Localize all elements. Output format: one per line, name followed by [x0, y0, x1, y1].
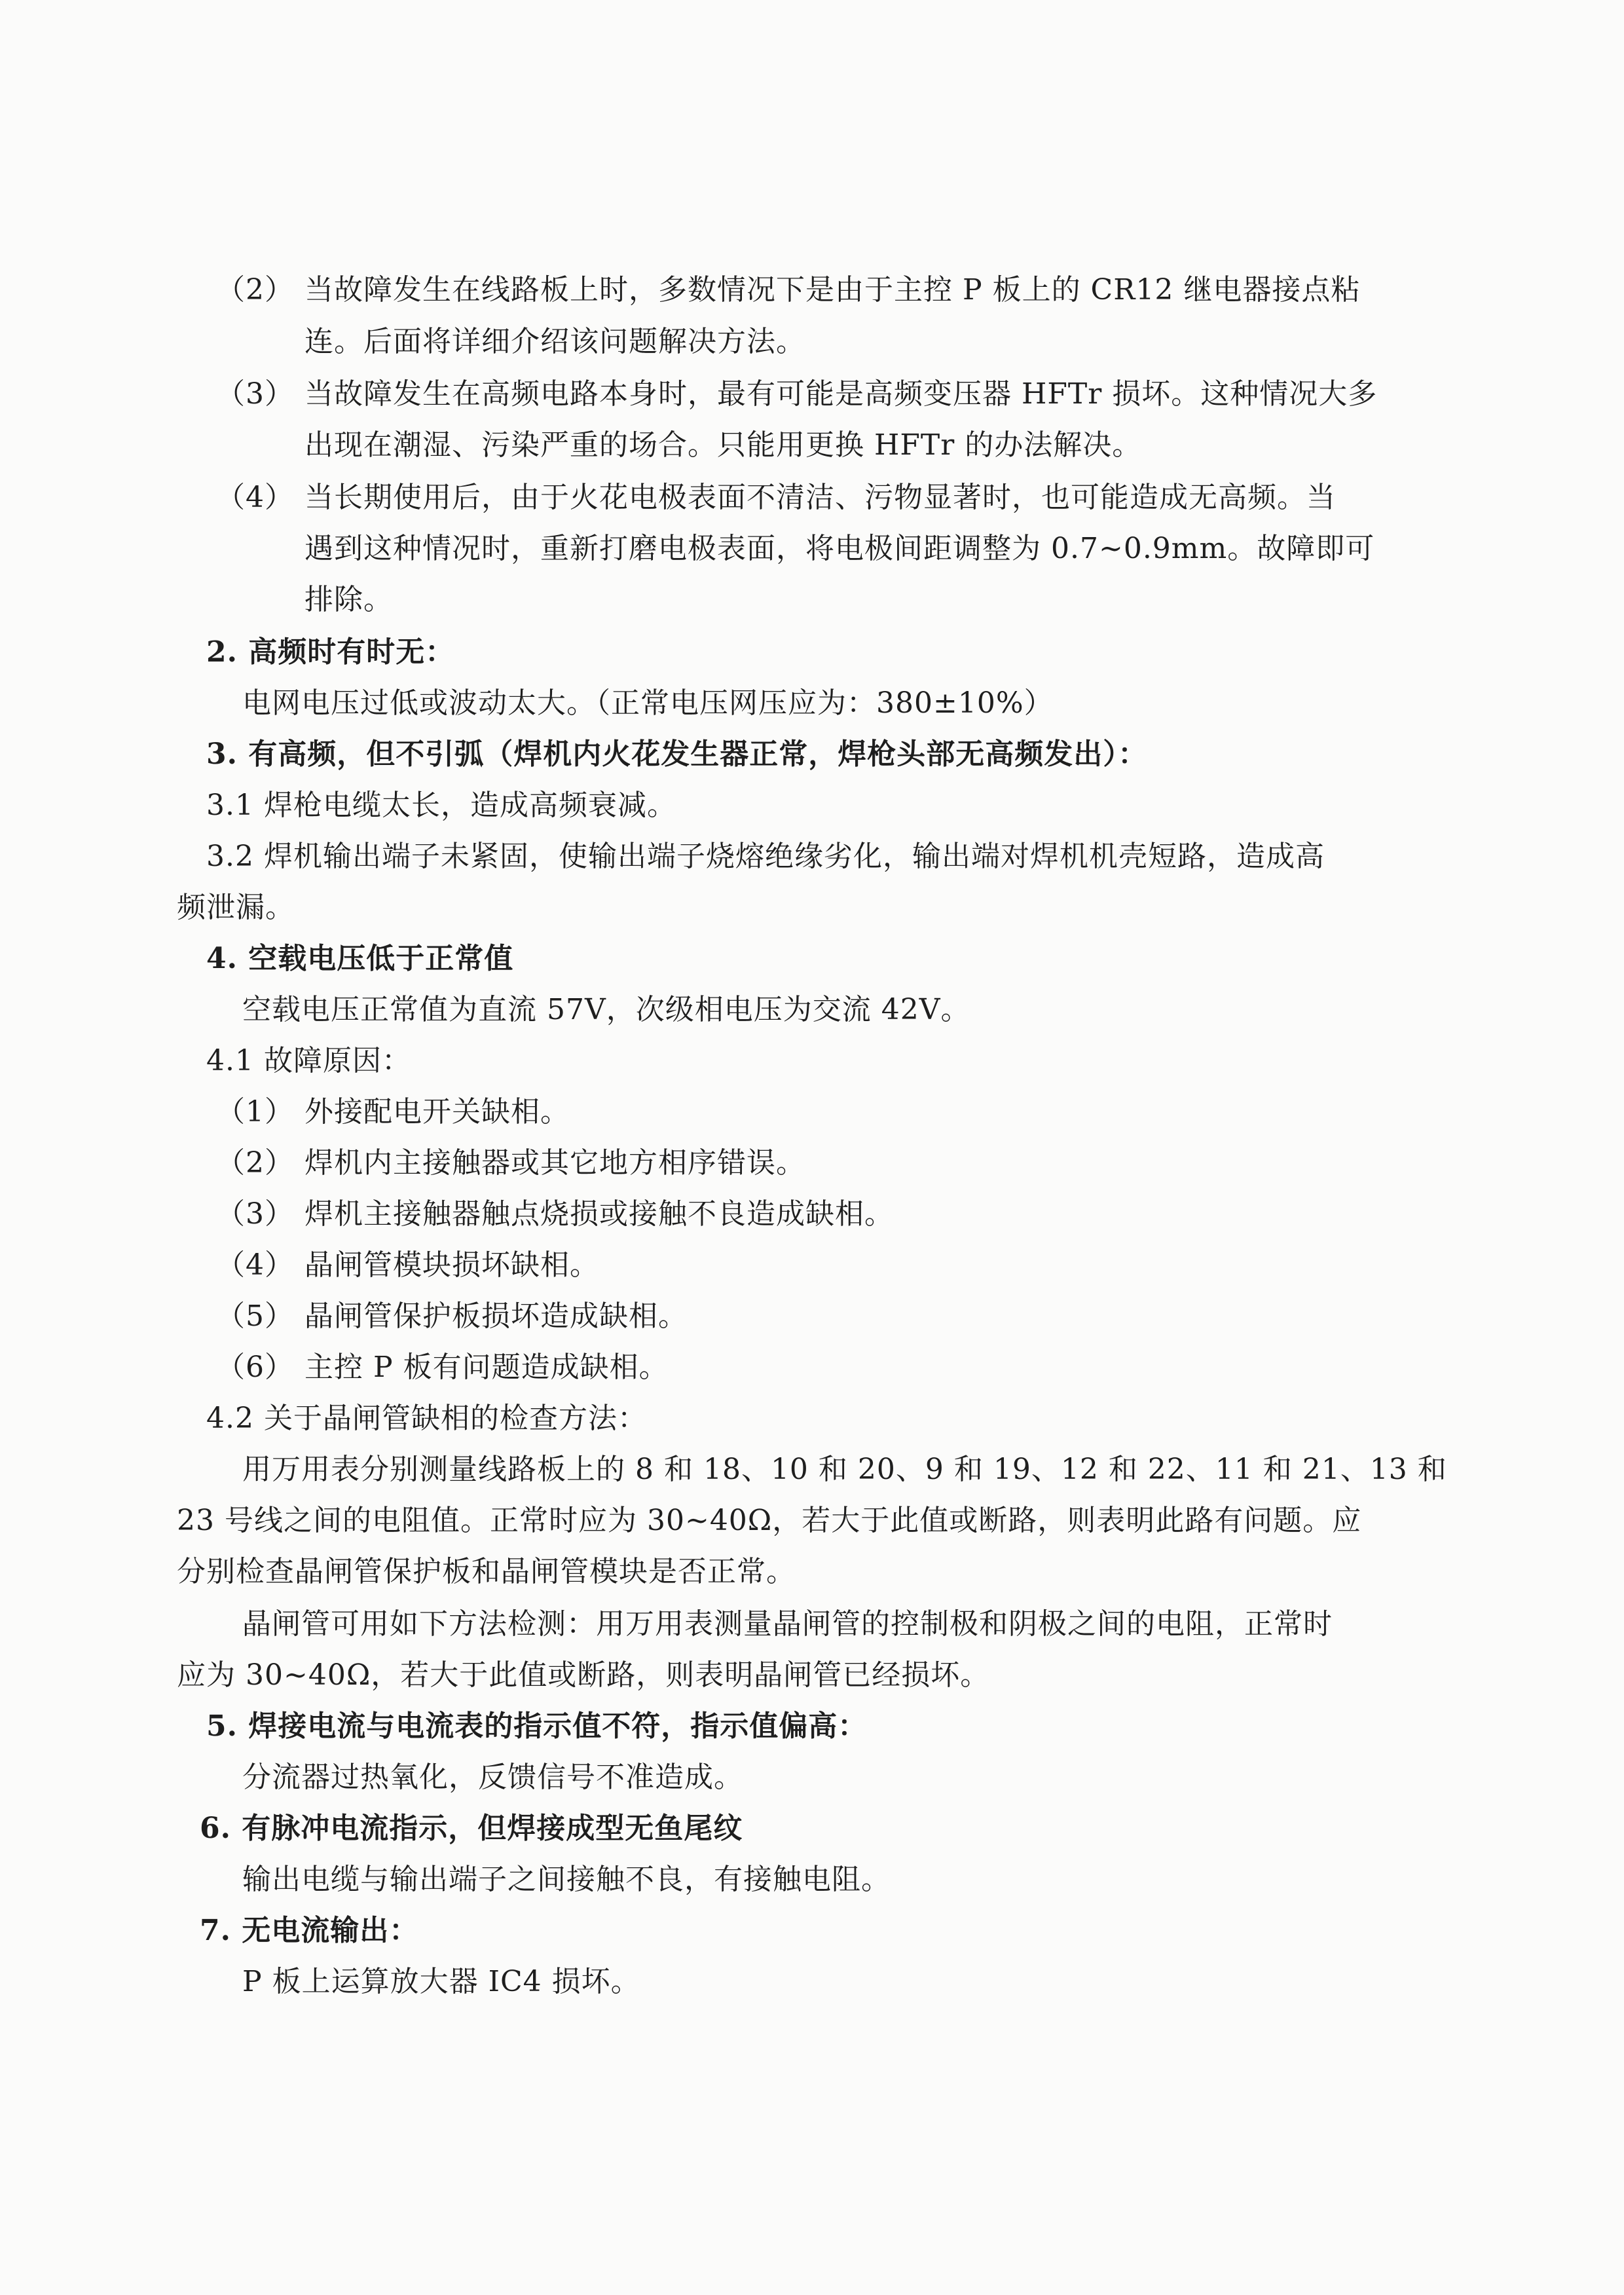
section-2-heading: 2. 高频时有时无： [206, 635, 455, 669]
paragraph-1-line1: 用万用表分别测量线路板上的 8 和 18、10 和 20、9 和 19、12 和 22、11 和 21、13 和 [242, 1453, 1447, 1486]
list-item-4-line1: （4） 当长期使用后，由于火花电极表面不清洁、污物显著时，也可能造成无高频。当 [216, 479, 1336, 516]
section-4-text: 空载电压正常值为直流 57V，次级相电压为交流 42V。 [242, 993, 970, 1026]
section-6-heading: 6. 有脉冲电流指示，但焊接成型无鱼尾纹 [200, 1812, 743, 1845]
cause-item: （5） 晶闸管保护板损坏造成缺相。 [216, 1298, 688, 1335]
section-3-heading: 3. 有高频，但不引弧（焊机内火花发生器正常，焊枪头部无高频发出）： [206, 737, 1148, 771]
cause-item: （2） 焊机内主接触器或其它地方相序错误。 [216, 1145, 805, 1182]
section-7-text: P 板上运算放大器 IC4 损坏。 [242, 1965, 640, 1998]
section-3-2-line1: 3.2 焊机输出端子未紧固，使输出端子烧熔绝缘劣化，输出端对焊机机壳短路，造成高 [206, 840, 1325, 873]
list-marker: （6） [216, 1351, 294, 1384]
list-marker: （2） [216, 273, 294, 307]
paragraph-1-line3: 分别检查晶闸管保护板和晶闸管模块是否正常。 [177, 1555, 796, 1588]
list-marker: （3） [216, 377, 294, 411]
section-6-text: 输出电缆与输出端子之间接触不良，有接触电阻。 [242, 1863, 891, 1896]
section-7-heading: 7. 无电流输出： [200, 1914, 419, 1947]
section-4-2-heading: 4.2 关于晶闸管缺相的检查方法： [206, 1402, 647, 1435]
list-item-2-line1: （2） 当故障发生在线路板上时，多数情况下是由于主控 P 板上的 CR12 继电器接点粘 [216, 272, 1360, 308]
cause-item: （6） 主控 P 板有问题造成缺相。 [216, 1349, 669, 1386]
section-3-2-line2: 频泄漏。 [177, 891, 295, 924]
section-3-1: 3.1 焊枪电缆太长，造成高频衰减。 [206, 789, 676, 822]
paragraph-2-line1: 晶闸管可用如下方法检测：用万用表测量晶闸管的控制极和阴极之间的电阻，正常时 [242, 1607, 1333, 1641]
list-marker: （4） [216, 481, 294, 514]
cause-item: （4） 晶闸管模块损坏缺相。 [216, 1247, 599, 1284]
list-item-3-line1: （3） 当故障发生在高频电路本身时，最有可能是高频变压器 HFTr 损坏。这种情况大多 [216, 376, 1377, 413]
cause-item: （3） 焊机主接触器触点烧损或接触不良造成缺相。 [216, 1196, 894, 1233]
section-4-1-heading: 4.1 故障原因： [206, 1044, 411, 1077]
list-item-4-line3: 排除。 [304, 583, 393, 616]
list-marker: （5） [216, 1299, 294, 1333]
paragraph-1-line2: 23 号线之间的电阻值。正常时应为 30~40Ω，若大于此值或断路，则表明此路有问题。应 [177, 1504, 1362, 1537]
list-item-2-line2: 连。后面将详细介绍该问题解决方法。 [304, 325, 805, 358]
cause-item: （1） 外接配电开关缺相。 [216, 1094, 570, 1130]
section-4-heading: 4. 空载电压低于正常值 [206, 942, 514, 975]
list-marker: （1） [216, 1095, 294, 1129]
section-5-heading: 5. 焊接电流与电流表的指示值不符，指示值偏高： [206, 1709, 868, 1743]
section-2-text: 电网电压过低或波动太大。（正常电压网压应为：380±10%） [242, 686, 1054, 720]
paragraph-2-line2: 应为 30~40Ω，若大于此值或断路，则表明晶闸管已经损坏。 [177, 1658, 990, 1692]
list-marker: （2） [216, 1146, 294, 1180]
list-marker: （3） [216, 1197, 294, 1231]
list-item-3-line2: 出现在潮湿、污染严重的场合。只能用更换 HFTr 的办法解决。 [304, 428, 1142, 462]
list-marker: （4） [216, 1248, 294, 1282]
list-item-4-line2: 遇到这种情况时，重新打磨电极表面，将电极间距调整为 0.7~0.9mm。故障即可 [304, 532, 1375, 565]
section-5-text: 分流器过热氧化，反馈信号不准造成。 [242, 1761, 743, 1794]
